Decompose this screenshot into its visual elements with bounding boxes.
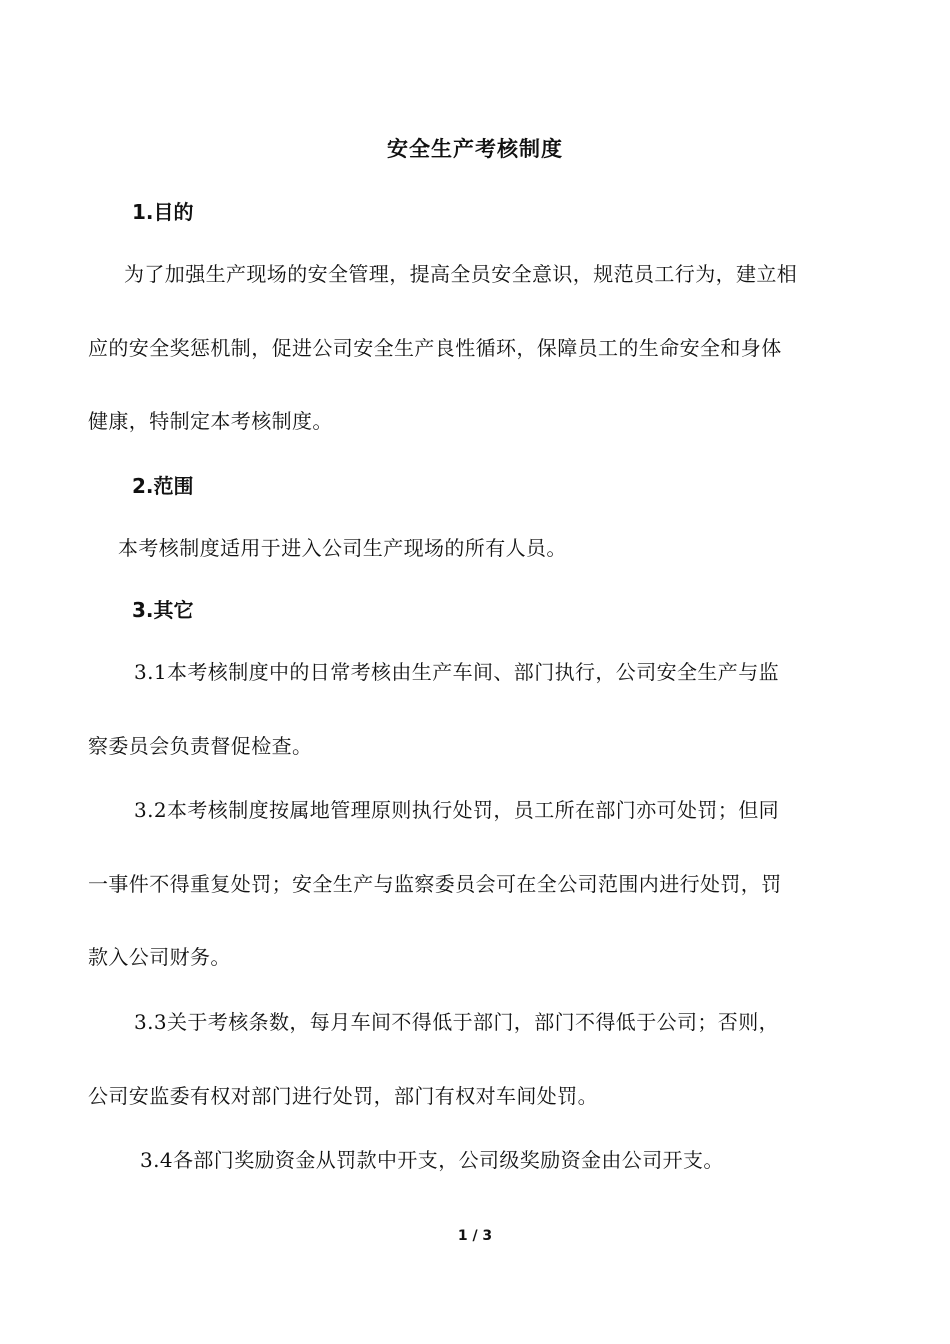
document-title: 安全生产考核制度: [387, 137, 563, 161]
item-3-1-line-2: 察委员会负责督促检查。: [88, 734, 313, 758]
item-3-1-line-1: 3.1本考核制度中的日常考核由生产车间、部门执行，公司安全生产与监: [134, 660, 780, 684]
item-3-2-line-3: 款入公司财务。: [88, 945, 231, 969]
item-3-2-line-2: 一事件不得重复处罚；安全生产与监察委员会可在全公司范围内进行处罚，罚: [88, 872, 782, 896]
section-1-heading: 1.目的: [132, 200, 194, 224]
section-1-line-1: 为了加强生产现场的安全管理，提高全员安全意识，规范员工行为，建立相: [124, 262, 798, 286]
section-2-heading: 2.范围: [132, 474, 194, 498]
section-2-line-1: 本考核制度适用于进入公司生产现场的所有人员。: [118, 536, 567, 560]
page-number: 1 / 3: [457, 1228, 493, 1244]
section-1-line-3: 健康，特制定本考核制度。: [88, 409, 333, 433]
section-1-line-2: 应的安全奖惩机制，促进公司安全生产良性循环，保障员工的生命安全和身体: [88, 336, 782, 360]
section-3-heading: 3.其它: [132, 598, 194, 622]
item-3-2-line-1: 3.2本考核制度按属地管理原则执行处罚，员工所在部门亦可处罚；但同: [134, 798, 780, 822]
item-3-3-line-2: 公司安监委有权对部门进行处罚，部门有权对车间处罚。: [88, 1084, 598, 1108]
item-3-4-line-1: 3.4各部门奖励资金从罚款中开支，公司级奖励资金由公司开支。: [140, 1148, 724, 1172]
item-3-3-line-1: 3.3关于考核条数，每月车间不得低于部门，部门不得低于公司；否则，: [134, 1010, 780, 1034]
